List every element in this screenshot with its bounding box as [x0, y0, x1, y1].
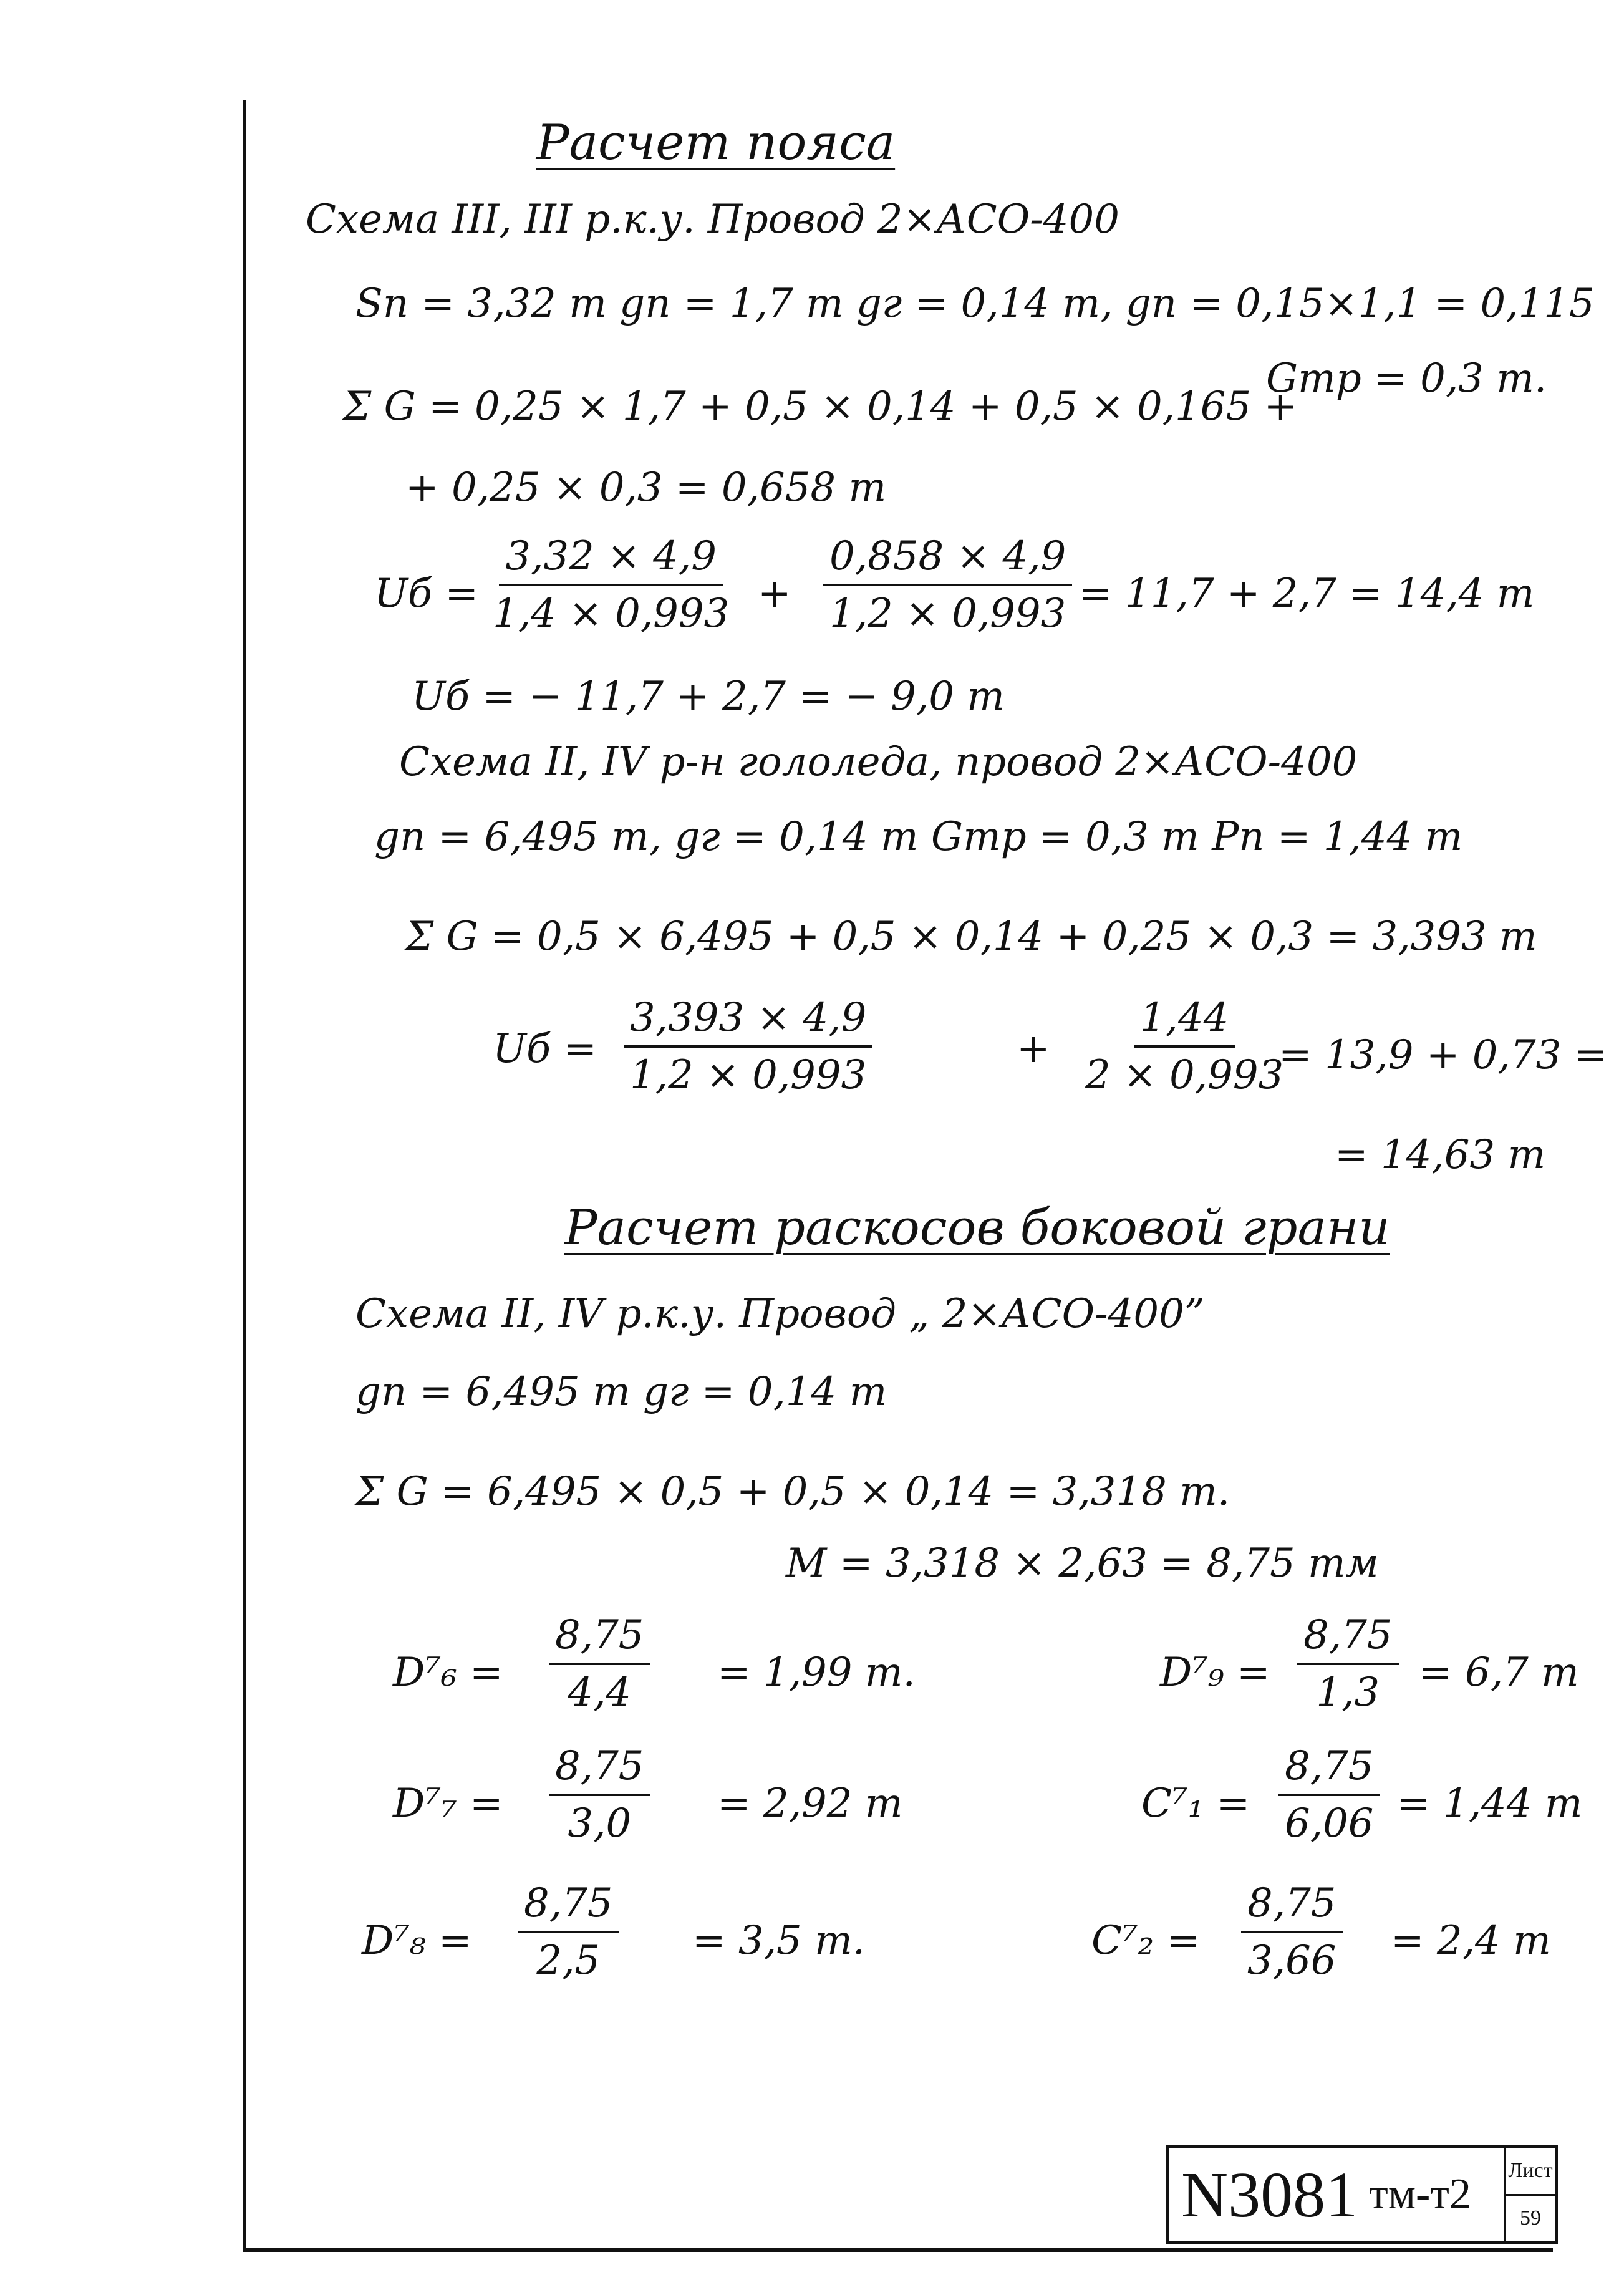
moment-formula: M = 3,318 × 2,63 = 8,75 тм: [786, 1540, 1379, 1587]
section-title-chord-calculation: Расчет пояса: [536, 115, 896, 171]
load-params-3-line: gп = 6,495 т gг = 0,14 т: [355, 1369, 887, 1415]
sum-g-2-formula: Σ G = 0,5 × 6,495 + 0,5 × 0,14 + 0,25 × 0,3 = 3,393 т: [405, 914, 1537, 960]
load-params-line: Sп = 3,32 т gп = 1,7 т gг = 0,14 т, gп = 0,15×1,1 = 0,115: [355, 281, 1595, 327]
u6-fraction-1: [486, 533, 735, 637]
c2-lhs: C⁷₂ =: [1091, 1918, 1201, 1964]
d8-fraction: [518, 1880, 619, 1984]
c2-result: = 2,4 т: [1391, 1918, 1551, 1964]
d9-lhs: D⁷₉ =: [1160, 1650, 1270, 1696]
sum-g-formula-line-2: + 0,25 × 0,3 = 0,658 т: [405, 465, 887, 511]
u6b-lhs: Uб =: [493, 1026, 597, 1072]
u6-fraction-1-numerator: 3,32 × 4,9: [499, 536, 723, 586]
scheme-2-line: Схема II, IV р-н гололеда, провод 2×АСО-400: [399, 739, 1358, 785]
u6b-result-line-1: = 13,9 + 0,73 =: [1278, 1032, 1608, 1078]
page-frame-bottom-border: [243, 2248, 1553, 2252]
title-block-stamp: [1166, 2145, 1558, 2244]
u6-lhs: Uб =: [374, 571, 478, 617]
sum-g-3-formula: Σ G = 6,495 × 0,5 + 0,5 × 0,14 = 3,318 т.: [355, 1469, 1230, 1515]
c1-denominator: 6,06: [1285, 1800, 1374, 1847]
c1-lhs: C⁷₁ =: [1141, 1780, 1250, 1827]
d6-numerator: 8,75: [549, 1615, 650, 1665]
sheet-number: 59: [1520, 2206, 1541, 2230]
u6b-fraction-2-denominator: 2 × 0,993: [1085, 1052, 1284, 1098]
u6-fraction-1-denominator: 1,4 × 0,993: [493, 591, 730, 637]
u6-fraction-2: [823, 533, 1072, 637]
sheet-cell: [1504, 2148, 1555, 2241]
d6-lhs: D⁷₆ =: [393, 1650, 503, 1696]
u6b-fraction-2-numerator: 1,44: [1134, 998, 1235, 1048]
d8-lhs: D⁷₈ =: [362, 1918, 472, 1964]
d6-fraction: [549, 1612, 650, 1716]
sheet-label: Лист: [1506, 2148, 1555, 2196]
u6b-plus: +: [1017, 1026, 1050, 1072]
d7-lhs: D⁷₇ =: [393, 1780, 503, 1827]
gtr-value: Gтр = 0,3 т.: [1266, 355, 1547, 402]
c2-numerator: 8,75: [1241, 1883, 1343, 1933]
c2-denominator: 3,66: [1247, 1938, 1336, 1984]
section-title-side-diagonals: Расчет раскосов боковой грани: [564, 1200, 1390, 1256]
d9-numerator: 8,75: [1297, 1615, 1399, 1665]
c1-numerator: 8,75: [1278, 1746, 1380, 1796]
u6b-fraction-2: [1079, 995, 1290, 1098]
d6-denominator: 4,4: [568, 1669, 632, 1716]
document-code: N3081: [1181, 2158, 1358, 2231]
d9-result: = 6,7 т: [1419, 1650, 1579, 1696]
c2-fraction: [1241, 1880, 1343, 1984]
u6-plus: +: [758, 571, 791, 617]
page-frame-left-border: [243, 100, 246, 2251]
u6b-fraction-1-numerator: 3,393 × 4,9: [624, 998, 872, 1048]
d6-result: = 1,99 т.: [717, 1650, 916, 1696]
load-params-2-line: gп = 6,495 т, gг = 0,14 т Gтр = 0,3 т Pп = 1,44 т: [374, 814, 1463, 860]
d7-numerator: 8,75: [549, 1746, 650, 1796]
d7-denominator: 3,0: [568, 1800, 632, 1847]
d8-result: = 3,5 т.: [692, 1918, 866, 1964]
document-code-suffix: тм-т2: [1369, 2170, 1471, 2218]
d9-fraction: [1297, 1612, 1399, 1716]
sum-g-formula-line-1: Σ G = 0,25 × 1,7 + 0,5 × 0,14 + 0,5 × 0,165 +: [343, 384, 1298, 430]
scheme-3-line: Схема II, IV р.к.у. Провод „ 2×АСО-400”: [355, 1291, 1205, 1337]
d7-result: = 2,92 т: [717, 1780, 903, 1827]
c1-fraction: [1278, 1743, 1380, 1847]
d8-numerator: 8,75: [518, 1883, 619, 1933]
d8-denominator: 2,5: [536, 1938, 601, 1984]
d7-fraction: [549, 1743, 650, 1847]
u6-fraction-2-denominator: 1,2 × 0,993: [829, 591, 1066, 637]
u6b-fraction-1-denominator: 1,2 × 0,993: [630, 1052, 867, 1098]
u6b-fraction-1: [624, 995, 872, 1098]
u6b-result-line-2: = 14,63 т: [1335, 1132, 1546, 1178]
u6-negative-line: Uб = − 11,7 + 2,7 = − 9,0 т: [412, 674, 1005, 720]
u6-result: = 11,7 + 2,7 = 14,4 т: [1079, 571, 1535, 617]
d9-denominator: 1,3: [1316, 1669, 1380, 1716]
scheme-line: Схема III, III р.к.у. Провод 2×АСО-400: [306, 196, 1119, 243]
u6-fraction-2-numerator: 0,858 × 4,9: [823, 536, 1072, 586]
c1-result: = 1,44 т: [1397, 1780, 1583, 1827]
